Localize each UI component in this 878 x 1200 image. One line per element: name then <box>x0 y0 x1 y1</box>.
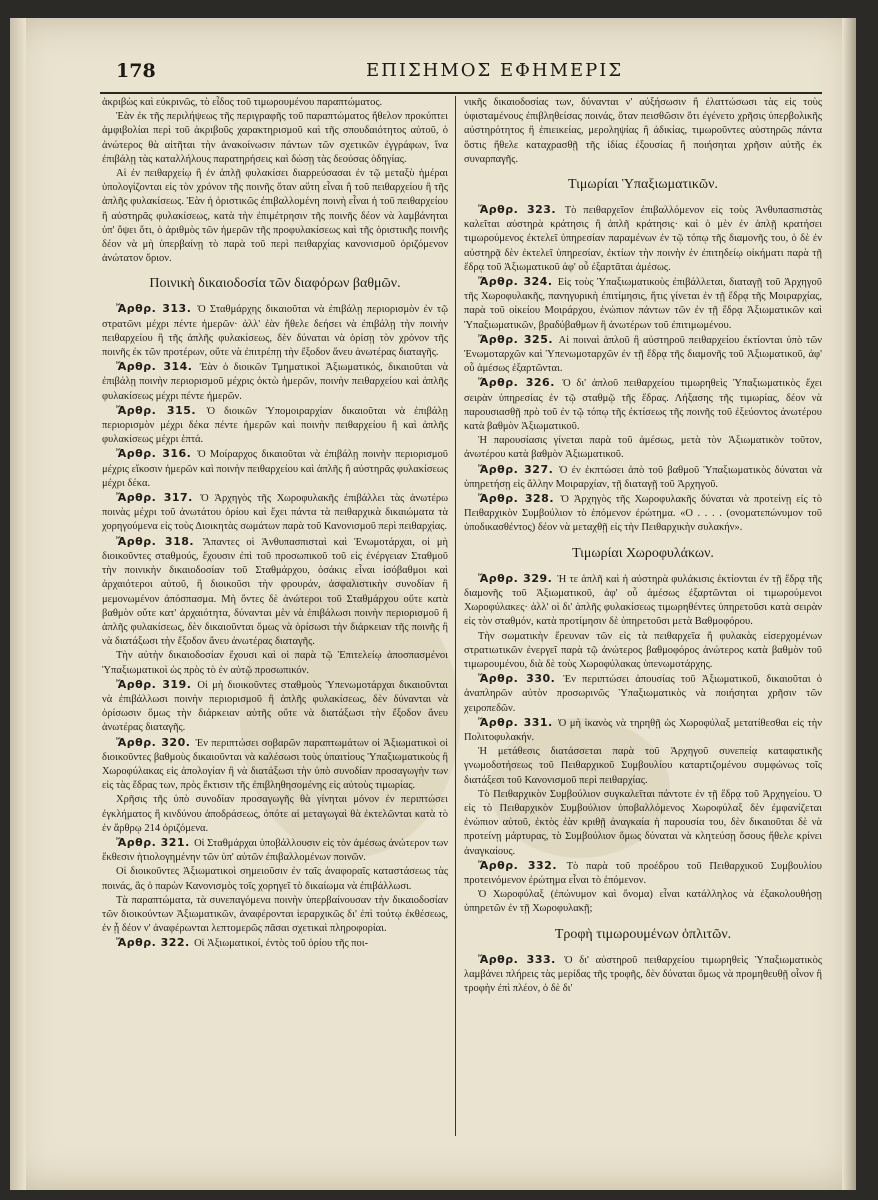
section-heading: Τροφὴ τιμωρουμένων ὁπλιτῶν. <box>554 926 732 942</box>
article-list <box>464 203 822 536</box>
right-column <box>464 96 822 996</box>
article-paragraph <box>464 888 822 916</box>
article-text: Εἰς τοὺς Ὑπαξιωματικοὺς ἐπιβάλλεται, διαταγῇ τοῦ Ἀρχηγοῦ τῆς Χωροφυλακῆς, πανηγυρικὴ ἐπιτίμησις, ἥτις γίνεται ἐν τῇ ἕδρᾳ τῆς Μοιραρχίας, παρὰ τοῦ οἰκείου Μοιράρχου, ἐνώπιον πάντων τῶν ἐν τῇ ἕδρᾳ Ἀξιωματικῶν καὶ Ὑπαξιωματικῶν, βραδύβαθμων ἢ ἀνωτέρων τοῦ ἐπιτιμωμένου. <box>464 277 822 331</box>
article-text: Ὁ ἐν ἐκπτώσει ἀπὸ τοῦ βαθμοῦ Ὑπαξιωματικὸς δύναται νὰ ὑπηρετήσῃ εἰς ἄλλην Μοιραρχίαν, τῇ διαταγῇ τοῦ Ἀρχηγοῦ. <box>464 464 823 490</box>
article-text: Ὁ Μοίραρχος δικαιοῦται νὰ ἐπιβάλῃ ποινὴν περιορισμοῦ μέχρις εἴκοσιν ἡμερῶν καὶ ποινὴν πειθαρχείου καὶ ἁπλῆς ἢ αὐστηρᾶς φυλακίσεως μέχρι δέκα. <box>102 449 448 489</box>
article-text: Οἱ Ἀξιωματικοί, ἐντὸς τοῦ ὁρίου τῆς ποι- <box>194 938 369 950</box>
article-text: Ἡ παρουσίασις γίνεται παρὰ τοῦ ἀμέσως, μετὰ τὸν Ἀξιωματικὸν τοῦτον, ἀνωτέρου κατὰ βαθμὸν Ἀξιωματικοῦ. <box>464 435 822 461</box>
article-paragraph <box>464 572 822 630</box>
article-paragraph <box>464 463 822 492</box>
article-text: Χρῆσις τῆς ὑπὸ συνοδίαν προσαγωγῆς θὰ γίνηται μόνον ἐν περιπτώσει ἐγκλήματος ἢ κινδύνου ἀποδράσεως, ὁπότε αἱ μεταγωγαὶ θὰ ἐκτελῶνται κατὰ τὸ ἐν ἄρθρῳ 214 ὁριζόμενα. <box>102 794 448 834</box>
article-text: Ὁ διοικῶν Ὑπομοιραρχίαν δικαιοῦται νὰ ἐπιβάλῃ περιορισμὸν μέχρι δέκα πέντε ἡμερῶν καὶ ποινὴν πειθαρχείου ἢ καὶ ἁπλῆς φυλακίσεως μέχρι ἑπτά. <box>102 405 448 446</box>
page-header <box>116 54 816 88</box>
article-number: Ἄρθρ. 325. <box>478 332 559 346</box>
article-list <box>464 953 822 997</box>
article-paragraph <box>464 859 822 888</box>
page-number: 178 <box>116 60 156 82</box>
left-column <box>102 96 448 952</box>
section-heading: Τιμωρίαι Ὑπαξιωματικῶν. <box>568 177 718 193</box>
article-paragraph <box>102 491 448 535</box>
article-text: Τὴν σωματικὴν ἔρευναν τῶν εἰς τὰ πειθαρχεῖα ἢ φυλακὰς εἰσερχομένων στρατιωτικῶν ἐνεργεῖ παρὰ τῷ ἀνώτερος βαθμοφόρος ἀνώτερος κατὰ βαθμὸν τοῦ τιμωρουμένου, διὰ δὲ τοὺς Χωροφύλακας ὑπενωμοτάρχης. <box>464 630 822 670</box>
article-number: Ἄρθρ. 332. <box>478 858 567 872</box>
article-number: Ἄρθρ. 322. <box>116 936 195 950</box>
paragraph: Αἱ ἐν πειθαρχείῳ ἢ ἐν ἁπλῇ φυλακίσει διαρρεύσασαι ἐν τῷ μεταξὺ ἡμέραι ὑπολογίζονται εἰς τὸν χρόνον τῆς ποινῆς ὅταν αὕτη εἶναι ἢ τοῦ πειθαρχείου ἢ τῆς ἁπλῆς φυλακίσεως. Ἐὰν ἡ ὁριστικῶς ἐπιβαλλομένη ποινὴ εἶναι ἡ τοῦ πειθαρχείου ἢ αὐστηρᾶς φυλακίσεως, κατὰ τὴν ἐπιμέτρησιν τῆς ποινῆς δέον νὰ λαμβάνηται ὑπ' ὄψει ὅτι, ὁ ἀριθμὸς τῶν ἡμερῶν τῆς προφυλακίσεως καὶ τῆς ὁριστικῆς ποινῆς δέον νὰ μὴ ὑπερβαίνῃ τὸ παρὰ τοῦ περὶ πειθαρχίας κανονισμοῦ ὁριζόμενον ἀνώτατον ὅριον. <box>102 168 448 265</box>
article-paragraph <box>464 492 822 536</box>
article-paragraph <box>464 716 822 745</box>
article-text: Ὁ Σταθμάρχης δικαιοῦται νὰ ἐπιβάλῃ περιορισμὸν ἐν τῷ στρατῶνι μέχρι πέντε ἡμερῶν· ἀλλ' ἐὰν ἤθελε δεήσει νὰ ἐπιβάλῃ τὴν ποινὴν πειθαρχείου ἢ τῆς ἁπλῆς φυλακίσεως, δὲν δύναται νὰ ὁρίσῃ τὸν χρόνον τῆς ποινῆς ἐκ τῶν προτέρων, οὔτε νὰ ἐπιτρέπῃ τὴν ἔξοδον ἄνευ ἀνωτέρας διαταγῆς. <box>102 304 448 359</box>
article-paragraph <box>102 649 448 677</box>
paragraph: νικῆς δικαιοδοσίας των, δύνανται ν' αὐξήσωσιν ἢ ἐλαττώσωσι τὰς εἰς τοὺς ὑφισταμένους ἐπιβληθείσας ποινάς, ὅταν πεισθῶσιν ὅτι ἐγένετο χρῆσις ὑπερβολικῆς αὐστηρότητος ἢ ἐπιεικείας, μεροληψίας ἢ ἀδικίας, τιμωροῦντες αὐστηρῶς πάντα ὅστις ἤθελε καταχρασθῇ τῆς ἰδίας ἐξουσίας ἢ ποιήσηται χρῆσιν αὐτῆς ἐκ συναρπαγῆς. <box>464 97 822 165</box>
article-paragraph <box>464 672 822 716</box>
article-paragraph <box>102 535 448 650</box>
article-paragraph <box>102 793 448 836</box>
article-paragraph <box>464 745 822 788</box>
article-text: Ὁ Χωροφύλαξ (ἐπώνυμον καὶ ὄνομα) εἶναι κατάλληλος νὰ ἐξακολουθήσῃ ὑπηρετῶν ἐν τῇ Χωροφυλακῇ; <box>464 889 822 915</box>
article-paragraph <box>464 788 822 859</box>
article-number: Ἄρθρ. 318. <box>116 534 203 548</box>
article-paragraph <box>464 203 822 275</box>
article-number: Ἄρθρ. 320. <box>116 735 196 749</box>
article-text: Ὁ δι' ἁπλοῦ πειθαρχείου τιμωρηθεὶς Ὑπαξιωματικὸς ἔχει σειρὰν ὑπηρεσίας ἐν τῷ σταθμῷ τῆς ἕδρας. Λήξασης τῆς τιμωρίας, δέον νὰ παρουσιασθῇ πρὸ τοῦ ἐν τῷ τόπῳ τῆς ἐκτίσεως τῆς ποινῆς τοῦ ἐξεύοντος ἀνωτέρου κατὰ βαθμὸν Ἀξιωματικοῦ. <box>464 378 822 433</box>
paragraph: Ἐὰν ἐκ τῆς περιλήψεως τῆς περιγραφῆς τοῦ παραπτώματος ἤθελον προκύπτει ἀμφιβολίαι περὶ τοῦ ἀκριβοῦς χαρακτηρισμοῦ καὶ τῆς σπουδαιότητος αὐτοῦ, ὁ ἀνώτερος θὰ αἰτῆται τὴν ἀνακοίνωσιν πάντων τῶν σχετικῶν ἐγγράφων, ἵνα ἐπιβάλῃ τὰς καταλλήλους παρατηρήσεις καὶ δώσῃ τὰς δεούσας ὁδηγίας. <box>102 111 448 165</box>
article-text: Τὴν αὐτὴν δικαιοδοσίαν ἔχουσι καὶ οἱ παρὰ τῷ Ἐπιτελείῳ ἀποσπασμένοι Ὑπαξιωματικοὶ ὡς πρὸς τὸ ἐν αὐτῷ προσωπικόν. <box>102 650 448 676</box>
section-heading: Τιμωρίαι Χωροφυλάκων. <box>572 545 714 561</box>
article-paragraph <box>102 360 448 404</box>
article-number: Ἄρθρ. 313. <box>116 302 198 316</box>
paragraph: ἀκριβὼς καὶ εὐκρινῶς, τὸ εἶδος τοῦ τιμωρουμένου παραπτώματος. <box>102 97 383 108</box>
article-number: Ἄρθρ. 324. <box>478 275 558 289</box>
article-number: Ἄρθρ. 323. <box>478 203 565 217</box>
article-text: Οἱ διοικοῦντες Ἀξιωματικοὶ σημειοῦσιν ἐν ταῖς ἀναφοραῖς καταστάσεως τὰς ποινάς, ἃς ὁ παρὼν Κανονισμὸς τοῖς χορηγεῖ τὸ δικαίωμα νὰ ἐπιβάλλωσι. <box>102 866 448 892</box>
column-divider <box>455 96 456 1136</box>
article-text: Ἐὰν ὁ διοικῶν Τμηματικοὶ Ἀξιωματικός, δικαιοῦται νὰ ἐπιβάλῃ ποινὴν περιορισμοῦ μέχρις ὀκτὼ ἡμερῶν, ποινὴν πειθαρχείου καὶ ἁπλῆς φυλακίσεως μέχρι πέντε ἡμερῶν. <box>102 362 448 402</box>
article-paragraph <box>102 404 448 448</box>
article-paragraph <box>464 275 822 333</box>
article-text: Τὰ παραπτώματα, τὰ συνεπαγόμενα ποινὴν ὑπερβαίνουσαν τὴν δικαιοδοσίαν τῶν διοικούντων Ἀξιωματικῶν, ἀναφέρονται ἱεραρχικῶς δι' ἐπὶ τούτῳ ἐκθέσεως, ἐν ᾗ δέον ν' ἀναφέρωνται λεπτομερῶς πᾶσαι σχετικαὶ πληροφορίαι. <box>102 894 448 935</box>
section-heading: Ποινικὴ δικαιοδοσία τῶν διαφόρων βαθμῶν. <box>149 276 401 292</box>
article-number: Ἄρθρ. 327. <box>478 462 560 476</box>
article-paragraph <box>464 630 822 673</box>
article-number: Ἄρθρ. 315. <box>116 403 207 417</box>
article-text: Τὸ πειθαρχεῖον ἐπιβαλλόμενον εἰς τοὺς Ἀνθυπασπιστὰς καλεῖται αὐστηρὰ κράτησις ἢ ἁπλῆ κράτησις· καὶ ὁ μὲν ἐν ἁπλῇ κρατήσει τιμωρούμενος ἐκτελεῖ ὑπηρεσίαν παραμένων ἐν τῷ τόπῳ τῆς διαμονῆς του, ὁ δὲ ἐν αὐστηρᾷ δὲν ἐκτελεῖ ὑπηρεσίαν, ἐκτίων τὴν ποινὴν ἐν ἐπιτηδείῳ οἰκήματι παρὰ τῇ ἕδρᾳ τοῦ Ἀξιωματικοῦ ἀφ' οὗ ἐξαρτᾶται ἀμέσως. <box>464 205 822 273</box>
article-list <box>102 302 448 951</box>
header-rule <box>100 92 822 94</box>
article-paragraph <box>464 376 822 434</box>
article-number: Ἄρθρ. 317. <box>116 491 201 505</box>
article-paragraph <box>464 953 822 997</box>
article-text: Τὸ παρὰ τοῦ προέδρου τοῦ Πειθαρχικοῦ Συμβουλίου προτεινόμενον ἐρώτημα εἶναι τὸ ἑπόμενον. <box>464 860 822 886</box>
article-list <box>464 572 822 917</box>
article-text: Ἐν περιπτώσει σοβαρῶν παραπτωμάτων οἱ Ἀξιωματικοὶ οἱ διοικοῦντες βαθμοὺς δικαιοῦνται νὰ καλέσωσι τοὺς ὑπαιτίους Ὑπαξιωματικοὺς ἢ Χωροφύλακας εἰς ἀπολογίαν ἢ νὰ διατάξωσι τὴν ὑπὸ συνοδίαν προσαγωγὴν των εἰς τὰς ἕδρας των, πρὸς ἔκτισιν τῆς ἐπιβληθησομένης εἰς αὐτοὺς τιμωρίας. <box>102 737 448 792</box>
article-paragraph <box>464 434 822 462</box>
article-paragraph <box>102 447 448 491</box>
article-text: Ἡ τε ἁπλῆ καὶ ἡ αὐστηρὰ φυλάκισις ἐκτίονται ἐν τῇ ἕδρᾳ τῆς διαμονῆς τοῦ Ἀξιωματικοῦ, ἀφ' οὗ ἀμέσως ἐξαρτῶνται οἱ τιμωρούμενοι Χωροφύλακες· ἀλλ' οἱ δι' ἁπλῆς φυλακίσεως τιμωρηθέντες ὑπηρετοῦσι κατὰ σειρὰν εἰς τὸν σταθμόν, κατὰ προτίμησιν δὲ ὑπηρετοῦσι μετὰ Βαθμοφόρου. <box>464 573 822 628</box>
article-number: Ἄρθρ. 326. <box>478 376 563 390</box>
article-number: Ἄρθρ. 319. <box>116 677 198 691</box>
article-text: Ὁ δι' αὐστηροῦ πειθαρχείου τιμωρηθεὶς Ὑπαξιωματικὸς λαμβάνει πλήρεις τὰς μερίδας τῆς τροφῆς, δὲν δύναται ὅμως νὰ προμηθευθῇ οἶνον ἢ τροφὴν ἐπὶ πλέον, ὁ δὲ δι' <box>464 954 822 994</box>
article-text: Ὁ Ἀρχηγὸς τῆς Χωροφυλακῆς ἐπιβάλλει τὰς ἀνωτέρω ποινὰς μέχρι τοῦ ἀνωτάτου ὁρίου καὶ ἔχει πάντα τὰ πειθαρχικὰ δικαιώματα τὰ χορηγούμενα εἰς τοὺς Διοικητὰς σωμάτων παρὰ τοῦ Κανονισμοῦ περὶ πειθαρχίας. <box>102 493 448 533</box>
article-number: Ἄρθρ. 328. <box>478 492 561 506</box>
article-number: Ἄρθρ. 330. <box>478 672 564 686</box>
article-text: Ἐν περιπτώσει ἀπουσίας τοῦ Ἀξιωματικοῦ, δικαιοῦται ὁ ἀναπληρῶν αὐτὸν προσωρινῶς Ὑπαξιωματικὸς νὰ ποιήσηται χρῆσιν τῶν χειροπεδῶν. <box>464 674 822 714</box>
article-text: Ὁ Ἀρχηγὸς τῆς Χωροφυλακῆς δύναται νὰ προτείνῃ εἰς τὸ Πειθαρχικὸν Συμβούλιον τὸ ἑπόμενον ἐρώτημα. «Ο . . . . (ονοματεπώνυμον τοῦ ὑποδικασθέντος) δέον νὰ μεταχθῇ εἰς τὴν Πειθαρχικὴν συλακήν». <box>464 494 822 534</box>
article-paragraph <box>464 333 822 377</box>
article-text: Ὁ μὴ ἱκανὸς νὰ τηρηθῇ ὡς Χωροφύλαξ μετατίθεσθαι εἰς τὴν Πολιτοφυλακήν. <box>464 717 823 743</box>
article-number: Ἄρθρ. 333. <box>478 952 565 966</box>
article-number: Ἄρθρ. 329. <box>478 571 558 585</box>
article-text: Οἱ μὴ διοικοῦντες σταθμοὺς Ὑπενωμοτάρχαι δικαιοῦνται νὰ ἐπιβάλλωσι ποινὴν περιορισμοῦ ἢ ἁπλῆς φυλακίσεως, δὲν δύνανται νὰ ὁρίσωσιν ὅμως τὴν διάρκειαν αὐτῆς οὔτε νὰ διατάξωσι τὴν ἔξοδον ἄνευ ἀνωτέρας διαταγῆς. <box>102 679 448 734</box>
article-paragraph <box>102 865 448 893</box>
article-paragraph <box>102 894 448 937</box>
article-paragraph <box>102 936 448 951</box>
article-paragraph <box>102 736 448 794</box>
article-text: Οἱ Σταθμάρχαι ὑποβάλλουσιν εἰς τὸν ἀμέσως ἀνώτερον των ἔκθεσιν ἡτιολογημένην τῶν ὑπ' αὐτῶν ἐπιβαλλομένων ποινῶν. <box>102 837 448 864</box>
article-paragraph <box>102 678 448 736</box>
article-number: Ἄρθρ. 316. <box>116 447 198 461</box>
article-paragraph <box>102 302 448 360</box>
article-number: Ἄρθρ. 321. <box>116 835 195 849</box>
article-number: Ἄρθρ. 314. <box>116 360 200 374</box>
page-spine-shadow <box>10 18 26 1190</box>
article-text: Τὸ Πειθαρχικὸν Συμβούλιον συγκαλεῖται πάντοτε ἐν τῇ ἕδρᾳ τοῦ Ἀρχηγείου. Ὁ εἰς τὸ Πειθαρχικὸν Συμβούλιον ὑποβαλλόμενος Χωροφύλαξ δὲν ἐμφανίζεται ἐνώπιον αὐτοῦ, ἐκτὸς ἐὰν κριθῇ ἀναγκαία ἡ παρουσία του, δὲν δικαιοῦται δὲ νὰ προτείνῃ μάρτυρας, τὸ Συμβούλιον ὅμως δύναται νὰ κλητεύσῃ ὅσους ἤθελε κρίνει ἀναγκαίους. <box>464 788 822 857</box>
article-number: Ἄρθρ. 331. <box>478 715 559 729</box>
article-text: Ἅπαντες οἱ Ἀνθυπασπισταὶ καὶ Ἐνωμοτάρχαι, οἱ μὴ διοικοῦντες σταθμούς, ἔχουσιν ἐπὶ τοῦ προσωπικοῦ τοῦ εἰς ἐνέργειαν Σταθμοῦ τὴν ποινικὴν δικαιοδοσίαν τοῦ Σταθμάρχου, ὁσάκις εἶναι ἰσόβαθμοι καὶ ἀρχαιότεροι αὐτοῦ, ἢ διοικοῦσι τὴν φρουράν, ἀσφαλιστικὴν συνοδίαν ἢ μεμονωμένον ἀπόσπασμα. Μὴ ὄντες δὲ ἀνώτεροι τοῦ Σταθμάρχου οὔτε κατὰ βαθμὸν οὔτε κατ' ἀρχαιότητα, δύνανται μὲν νὰ ἐπιβάλωσι ποινὴν περιορισμοῦ ἢ ἁπλῆς φυλακίσεως, δὲν δικαιοῦνται ὅμως νὰ ὁρίσωσι τὴν διάρκειαν τῆς ποινῆς ἢ νὰ διατάξωσι τὴν ἔξοδον ἄνευ ἀνωτέρας διαταγῆς. <box>102 536 448 648</box>
article-text: Ἡ μετάθεσις διατάσσεται παρὰ τοῦ Ἀρχηγοῦ συνεπείᾳ καταφατικῆς γνωμοδοτήσεως τοῦ Πειθαρχικοῦ Συμβουλίου καταρτιζομένου συμφώνως τοῖς διατάξεσι τοῦ Κανονισμοῦ περὶ πειθαρχίας. <box>464 746 822 786</box>
page-edge-shadow <box>842 18 856 1190</box>
gazette-title: ΕΠΙΣΗΜΟΣ ΕΦΗΜΕΡΙΣ <box>366 60 624 81</box>
article-paragraph <box>102 836 448 865</box>
article-text: Αἱ ποιναὶ ἁπλοῦ ἢ αὐστηροῦ πειθαρχείου ἐκτίονται ὑπὸ τῶν Ἐνωμοταρχῶν καὶ Ὑπενωμοταρχῶν ἐν τῇ ἕδρᾳ τῆς διαμονῆς τοῦ Ἀξιωματικοῦ, ἀφ' οὗ ἀμέσως ἐξαρτῶνται. <box>464 334 822 375</box>
